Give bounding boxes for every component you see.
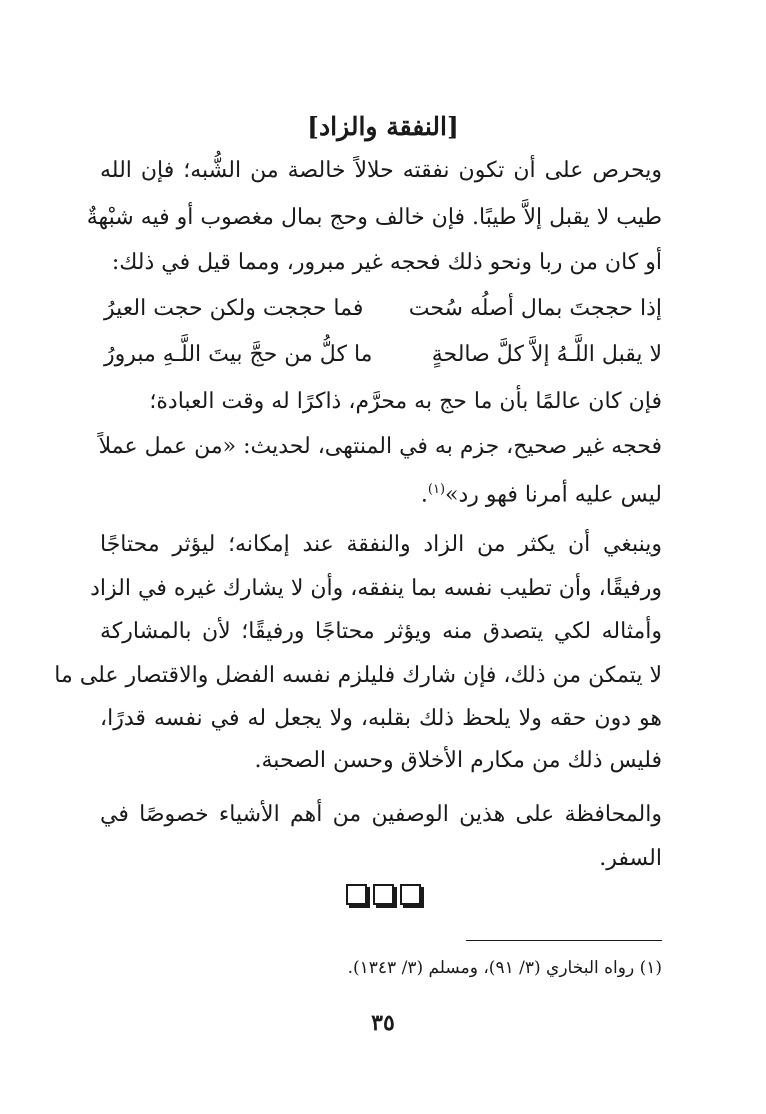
paragraph-line: طيب لا يقبل إلاَّ طيبًا. فإن خالف وحج بمال مغصوب أو فيه شبْهةٌ [86,205,662,230]
paragraph-line: فحجه غير صحيح، جزم به في المنتهى، لحديث: «من عمل عملاً [98,434,662,459]
paragraph-line: لا يتمكن من ذلك، فإن شارك فليلزم نفسه الفضل والاقتصار على ما [54,663,662,688]
paragraph-line: هو دون حقه ولا يلحظ ذلك بقلبه، ولا يجعل له في نفسه قدرًا، [100,706,662,731]
page-number: ٣٥ [371,1010,395,1036]
footnote: (١) رواه البخاري (٣/ ٩١)، ومسلم (٣/ ١٣٤٣). [347,958,662,978]
paragraph-line: والمحافظة على هذين الوصفين من أهم الأشياء خصوصًا في [100,802,662,827]
verse-first-half: لا يقبل اللَّـهُ إلاَّ كلَّ صالحةٍ [431,342,662,367]
paragraph-line: وأمثاله لكي يتصدق منه ويؤثر محتاجًا ورفيقًا؛ لأن بالمشاركة [100,619,662,644]
square-ornament-icon [346,884,367,905]
paragraph-line: ورفيقًا، وأن تطيب نفسه بما ينفقه، وأن لا يشارك غيره في الزاد [90,576,662,601]
paragraph-line: فإن كان عالمًا بأن ما حج به محرَّم، ذاكرًا له وقت العبادة؛ [149,389,662,414]
paragraph-line [100,473,662,512]
verse-first-half: إذا حججتَ بمال أصلُه سُحت [408,296,662,321]
square-ornament-icon [400,884,421,905]
footnote-divider [466,940,662,941]
paragraph-line: وينبغي أن يكثر من الزاد والنفقة عند إمكانه؛ ليؤثر محتاجًا [100,532,662,557]
section-separator [0,884,766,909]
period: . [420,482,428,508]
paragraph-line: فليس ذلك من مكارم الأخلاق وحسن الصحبة. [254,748,662,773]
footnote-reference: (١) [427,482,446,497]
paragraph-line: السفر. [599,846,662,871]
paragraph-line: أو كان من ربا ونحو ذلك فحجه غير مبرور، ومما قيل في ذلك: [111,250,662,275]
verse-second-half: فما حججت ولكن حجت العيرُ [104,296,364,321]
hadith-quote: ليس عليه أمرنا فهو رد» [445,482,662,508]
paragraph-line: ويحرص على أن تكون نفقته حلالاً خالصة من الشُّبه؛ فإن الله [100,158,662,183]
verse-second-half: ما كلُّ من حجَّ بيتَ اللَّـهِ مبرورُ [104,342,373,367]
section-heading: [النفقة والزاد] [307,112,459,141]
square-ornament-icon [373,884,394,905]
